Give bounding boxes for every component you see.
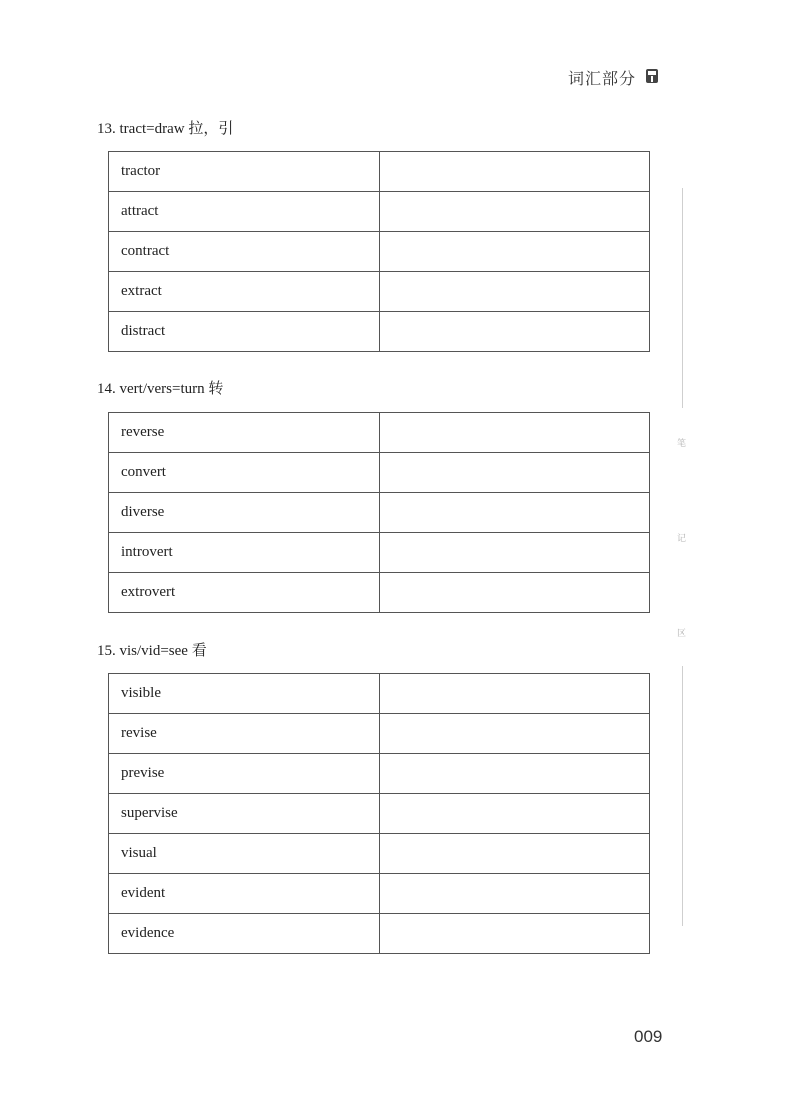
table-row [109,834,650,874]
answer-cell [379,573,649,613]
section-title-14: 14. vert/vers=turn 转 [97,381,224,397]
answer-cell [379,674,649,714]
notes-divider-top [682,188,683,408]
word-cell: introvert [109,533,380,573]
notes-divider-bottom [682,666,683,926]
table-row [109,453,650,493]
answer-cell [379,794,649,834]
word-cell: supervise [109,794,380,834]
table-row [109,272,650,312]
table-row [109,533,650,573]
word-cell: evident [109,874,380,914]
answer-cell [379,453,649,493]
table-row [109,914,650,954]
notes-char: 笔 [677,439,687,449]
answer-cell [379,533,649,573]
word-cell: attract [109,192,380,232]
table-row [109,152,650,192]
word-cell: tractor [109,152,380,192]
answer-cell [379,754,649,794]
answer-cell [379,914,649,954]
word-cell: contract [109,232,380,272]
word-cell: distract [109,312,380,352]
word-cell: reverse [109,413,380,453]
answer-cell [379,232,649,272]
table-row [109,192,650,232]
answer-cell [379,493,649,533]
table-row [109,874,650,914]
word-cell: visible [109,674,380,714]
table-row [109,573,650,613]
table-row [109,794,650,834]
vocab-table-14 [108,412,650,613]
word-cell: revise [109,714,380,754]
word-cell: visual [109,834,380,874]
table-row [109,312,650,352]
page-number: 009 [634,1027,663,1046]
table-row [109,674,650,714]
word-cell: extrovert [109,573,380,613]
word-cell: extract [109,272,380,312]
word-cell: diverse [109,493,380,533]
answer-cell [379,312,649,352]
word-cell: previse [109,754,380,794]
vocab-table-13 [108,151,650,352]
answer-cell [379,272,649,312]
answer-cell [379,413,649,453]
section-title-15: 15. vis/vid=see 看 [97,643,207,659]
table-row [109,714,650,754]
vocab-table-15 [108,673,650,954]
answer-cell [379,152,649,192]
answer-cell [379,834,649,874]
answer-cell [379,714,649,754]
table-row [109,754,650,794]
header-title: 词汇部分 [568,69,637,88]
answer-cell [379,874,649,914]
table-row [109,493,650,533]
notes-char: 记 [677,534,687,544]
word-cell: convert [109,453,380,493]
answer-cell [379,192,649,232]
table-row [109,232,650,272]
table-row [109,413,650,453]
notes-char: 区 [677,629,687,639]
book-icon [645,68,659,84]
word-cell: evidence [109,914,380,954]
section-title-13: 13. tract=draw 拉，引 [97,121,234,137]
